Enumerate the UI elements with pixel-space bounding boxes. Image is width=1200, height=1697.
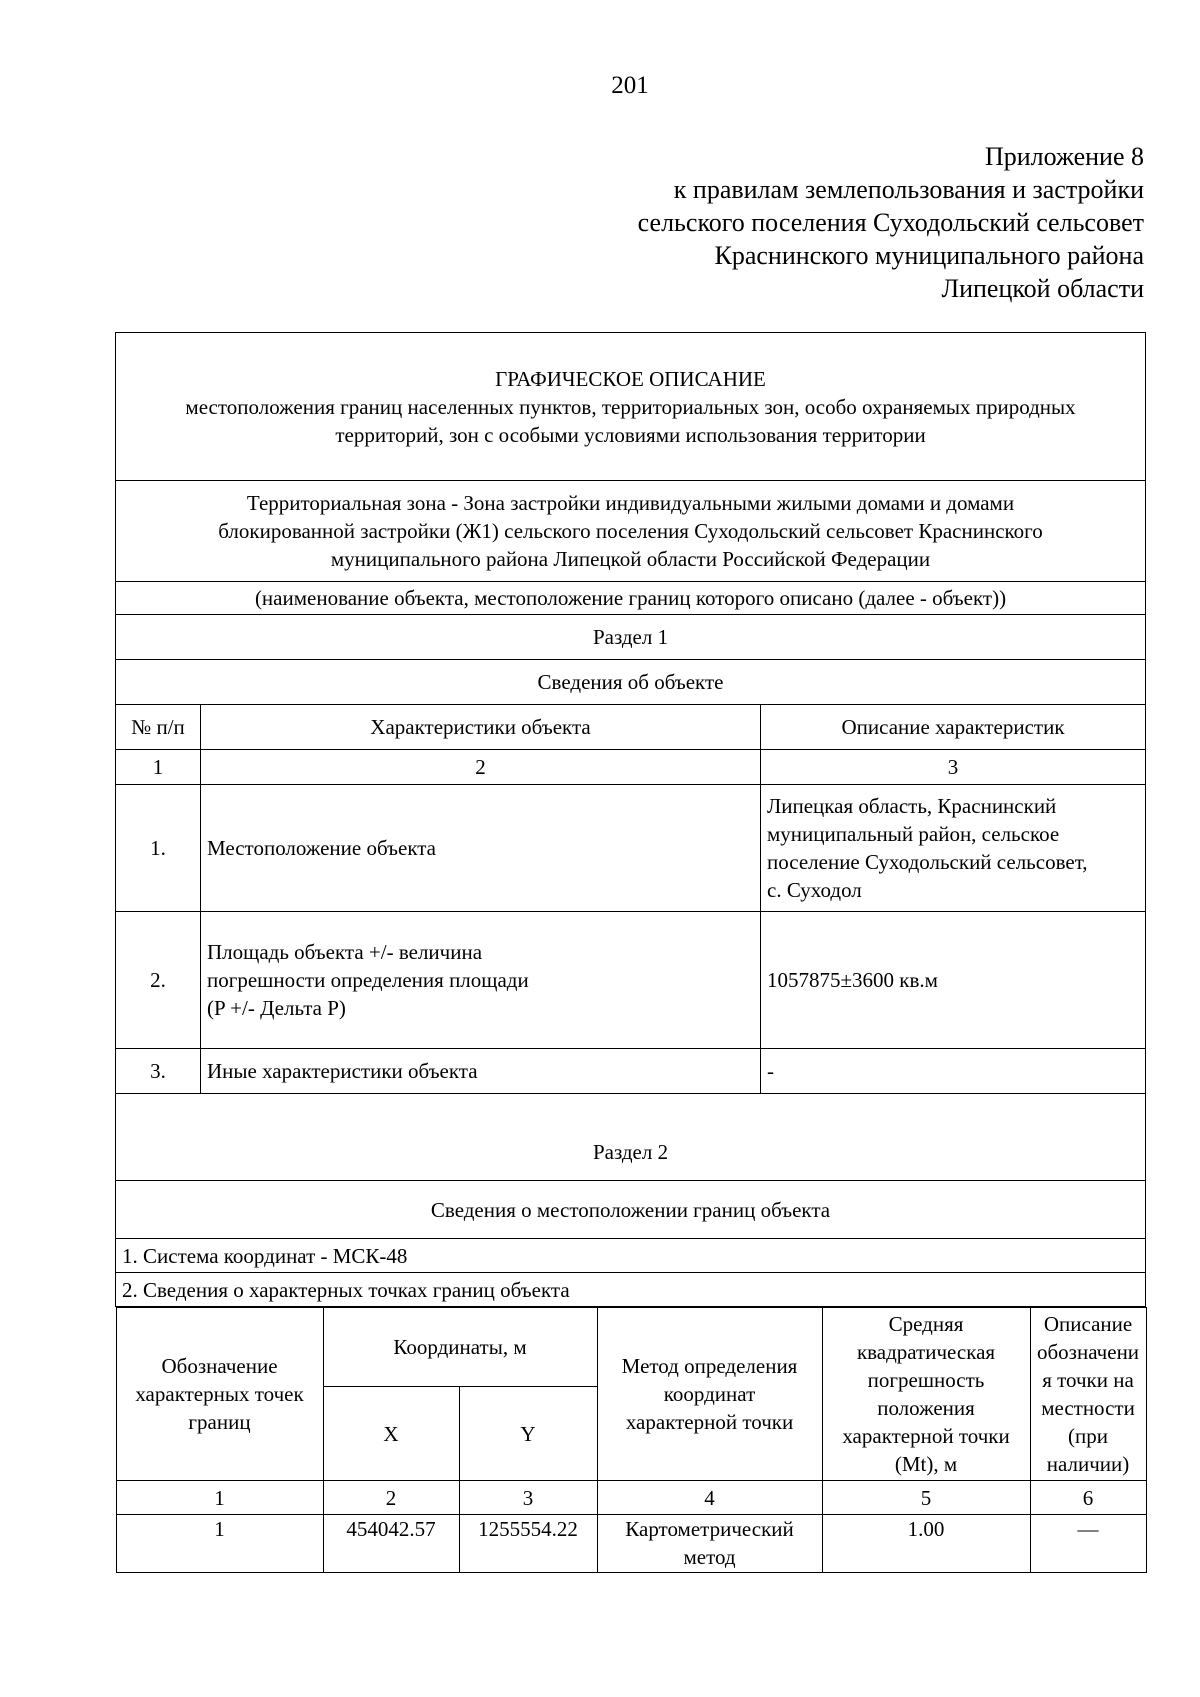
section2-subtitle: Сведения о местоположении границ объекта: [116, 1181, 1146, 1239]
header-designation: [116, 1308, 323, 1481]
col-number: 6: [1030, 1481, 1146, 1515]
section1-subtitle: Сведения об объекте: [116, 660, 1146, 705]
point-method-line: метод: [683, 1545, 736, 1569]
header-line: (при: [1068, 1424, 1108, 1448]
appendix-line: Приложение 8: [984, 142, 1144, 171]
header-line: я точки на: [1042, 1368, 1134, 1392]
header-line: характерных точек: [135, 1382, 304, 1406]
row-value-line: 1057875±3600 кв.м: [767, 968, 938, 992]
header-line: характерной точки: [625, 1410, 794, 1434]
row-characteristic-line: Иные характеристики объекта: [207, 1059, 478, 1083]
object-name-line: блокированной застройки (Ж1) сельского поселения Суходольский сельсовет Краснинского: [218, 519, 1043, 543]
row-characteristic-line: Местоположение объекта: [207, 836, 437, 860]
col-number: 5: [822, 1481, 1030, 1515]
row-characteristic-line: погрешности определения площади: [207, 968, 529, 992]
row-value-line: Липецкая область, Краснинский: [767, 794, 1057, 818]
col-header-number: № п/п: [116, 705, 201, 750]
appendix-line: Липецкой области: [941, 274, 1144, 303]
header-line: положения: [877, 1396, 975, 1420]
header-line: координат: [663, 1382, 756, 1406]
header-x: X: [323, 1387, 459, 1481]
header-line: Обозначение: [161, 1354, 278, 1378]
row-characteristic: [201, 1049, 761, 1094]
coordinate-system: 1. Система координат - МСК-48: [116, 1239, 1146, 1273]
header-line: местности: [1041, 1396, 1135, 1420]
header-line: Описание: [1043, 1312, 1133, 1336]
appendix-header: [638, 140, 1144, 305]
col-header-description: Описание характеристик: [761, 705, 1146, 750]
row-characteristic: [201, 785, 761, 912]
row-value-line: поселение Суходольский сельсовет,: [767, 850, 1088, 874]
header-line: характерной точки: [842, 1424, 1010, 1448]
header-line: границ: [188, 1410, 251, 1434]
appendix-line: Краснинского муниципального района: [714, 241, 1144, 270]
row-value: [761, 785, 1146, 912]
header-line: Средняя: [888, 1312, 964, 1336]
row-value-line: -: [767, 1059, 774, 1083]
point-x: 454042.57: [323, 1515, 459, 1573]
col-number: 4: [597, 1481, 822, 1515]
section1-title: Раздел 1: [116, 615, 1146, 660]
col-number: 3: [459, 1481, 597, 1515]
document-title: ГРАФИЧЕСКОЕ ОПИСАНИЕ: [495, 366, 766, 391]
document-subtitle-line: территорий, зон с особыми условиями использования территории: [335, 422, 926, 447]
row-characteristic-line: (P +/- Дельта P): [207, 996, 346, 1020]
col-number: 2: [201, 750, 761, 785]
appendix-line: к правилам землепользования и застройки: [673, 175, 1144, 204]
document-subtitle-line: местоположения границ населенных пунктов, территориальных зон, особо охраняемых природных: [185, 394, 1076, 419]
table-row: [116, 912, 1146, 1049]
header-description: [1030, 1308, 1146, 1481]
col-header-characteristic: Характеристики объекта: [201, 705, 761, 750]
row-characteristic-line: Площадь объекта +/- величина: [207, 940, 483, 964]
col-number: 3: [761, 750, 1146, 785]
row-value: [761, 912, 1146, 1049]
header-y: Y: [459, 1387, 597, 1481]
point-error: 1.00: [822, 1515, 1030, 1573]
header-method: [597, 1308, 822, 1481]
header-line: Метод определения: [621, 1354, 798, 1378]
object-name-line: Территориальная зона - Зона застройки индивидуальными жилыми домами и домами: [246, 491, 1015, 515]
graphic-description-table: [115, 332, 1146, 1573]
header-line: погрешность: [867, 1368, 985, 1392]
point-method: [597, 1515, 822, 1573]
object-name-cell: [116, 481, 1146, 582]
document-title-block: [116, 333, 1146, 481]
row-characteristic: [201, 912, 761, 1049]
row-number: 2.: [116, 912, 201, 1049]
section2-title: Раздел 2: [116, 1094, 1146, 1181]
col-number: 2: [323, 1481, 459, 1515]
header-line: квадратическая: [856, 1340, 996, 1364]
header-coordinates: Координаты, м: [323, 1308, 597, 1387]
table-row: [116, 1049, 1146, 1094]
points-table: [116, 1307, 1147, 1573]
point-id: 1: [116, 1515, 323, 1573]
col-number: 1: [116, 1481, 323, 1515]
header-line: (Mt), м: [894, 1452, 958, 1476]
object-caption: (наименование объекта, местоположение границ которого описано (далее - объект)): [116, 582, 1146, 615]
appendix-line: сельского поселения Суходольский сельсовет: [637, 208, 1144, 237]
page-number: 201: [611, 72, 649, 99]
header-error: [822, 1308, 1030, 1481]
header-line: обозначени: [1036, 1340, 1140, 1364]
points-table-container: [116, 1307, 1146, 1574]
header-line: наличии): [1046, 1452, 1130, 1476]
row-number: 3.: [116, 1049, 201, 1094]
col-number: 1: [116, 750, 201, 785]
row-value-line: с. Суходол: [767, 878, 862, 902]
row-number: 1.: [116, 785, 201, 912]
object-name-line: муниципального района Липецкой области Российской Федерации: [330, 547, 931, 571]
row-value: [761, 1049, 1146, 1094]
table-row: [116, 1515, 1146, 1573]
point-y: 1255554.22: [459, 1515, 597, 1573]
point-description: —: [1030, 1515, 1146, 1573]
points-title: 2. Сведения о характерных точках границ объекта: [116, 1273, 1146, 1307]
point-method-line: Картометрический: [625, 1517, 794, 1541]
row-value-line: муниципальный район, сельское: [767, 822, 1060, 846]
table-row: [116, 785, 1146, 912]
